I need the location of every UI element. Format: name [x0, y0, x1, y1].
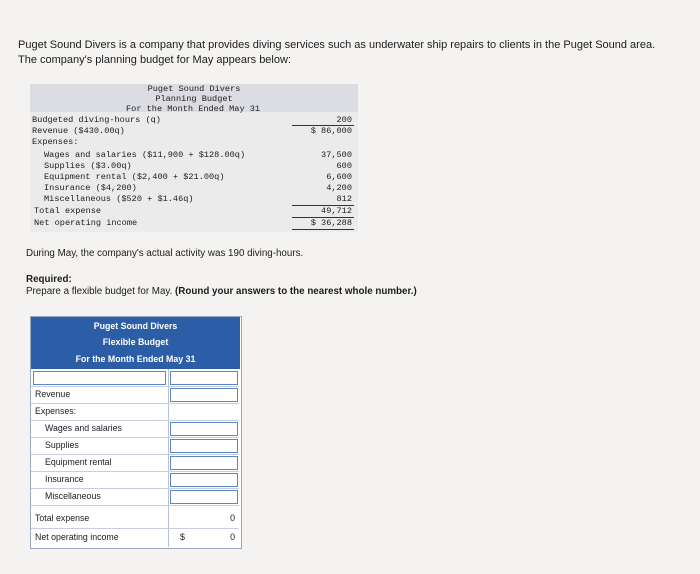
fb-supplies-label: Supplies — [45, 440, 79, 450]
intro-line-1: Puget Sound Divers is a company that provides diving services such as underwater ship repairs to clients in the Puget Sound area. — [18, 39, 656, 51]
pb-row-label: Wages and salaries ($11,900 + $128.00q) — [44, 150, 246, 160]
fb-revenue-row — [31, 387, 239, 404]
fb-misc-row — [31, 489, 239, 506]
supplies-input[interactable] — [170, 439, 238, 453]
insurance-input[interactable] — [170, 473, 238, 487]
pb-row-amount: 812 — [336, 194, 352, 204]
fb-supplies-row — [31, 438, 239, 455]
total-expense-value: 0 — [230, 513, 235, 523]
fb-title-budget: Flexible Budget — [102, 337, 169, 347]
pb-row-amount: 4,200 — [326, 183, 352, 193]
fb-equipment-label: Equipment rental — [45, 457, 112, 467]
pb-row-label: Budgeted diving-hours (q) — [32, 115, 161, 125]
pb-row-label: Net operating income — [34, 218, 138, 228]
fb-total-label: Total expense — [35, 513, 90, 523]
fb-misc-label: Miscellaneous — [45, 491, 101, 501]
fb-title-period: For the Month Ended May 31 — [75, 354, 196, 364]
required-text: Prepare a flexible budget for May. — [26, 286, 173, 297]
fb-title-company: Puget Sound Divers — [93, 321, 178, 331]
fb-total-row — [31, 510, 239, 529]
noi-value: 0 — [230, 532, 235, 542]
fb-activity-row — [31, 369, 239, 387]
pb-row-label: Miscellaneous ($520 + $1.46q) — [44, 194, 194, 204]
pb-title-company: Puget Sound Divers — [147, 84, 241, 94]
fb-noi-label: Net operating income — [35, 532, 119, 542]
fb-insurance-row — [31, 472, 239, 489]
fb-expenses-label: Expenses: — [35, 406, 77, 416]
intro-line-2: The company's planning budget for May appears below: — [18, 54, 291, 66]
miscellaneous-input[interactable] — [170, 490, 238, 504]
wages-input[interactable] — [170, 422, 238, 436]
fb-noi-row — [31, 529, 239, 547]
pb-row-amount: 37,500 — [321, 150, 352, 160]
pb-row-amount: 600 — [336, 161, 352, 171]
flexible-budget-table — [30, 316, 242, 549]
activity-value-input[interactable] — [170, 371, 238, 385]
rounding-note: (Round your answers to the nearest whole number.) — [175, 286, 417, 297]
pb-row-amount: 200 — [336, 115, 352, 125]
pb-row-label: Equipment rental ($2,400 + $21.00q) — [44, 172, 225, 182]
pb-row-amount: 6,600 — [326, 172, 352, 182]
pb-underline — [292, 125, 354, 126]
pb-title-budget: Planning Budget — [155, 94, 233, 104]
pb-row-label: Insurance ($4,200) — [44, 183, 137, 193]
actual-activity-text: During May, the company's actual activity was 190 diving-hours. — [26, 248, 304, 259]
pb-title-period: For the Month Ended May 31 — [126, 104, 261, 114]
fb-wages-row — [31, 421, 239, 438]
fb-revenue-label: Revenue — [35, 389, 71, 399]
pb-row-label: Expenses: — [32, 137, 79, 147]
flexible-budget-header — [31, 317, 240, 369]
pb-row-label: Supplies ($3.00q) — [44, 161, 132, 171]
equipment-rental-input[interactable] — [170, 456, 238, 470]
pb-row-amount: $ 36,288 — [310, 218, 352, 228]
pb-row-amount: $ 86,000 — [310, 126, 352, 136]
pb-row-amount: 49,712 — [321, 206, 352, 216]
noi-currency: $ — [180, 532, 185, 542]
activity-label-input[interactable] — [33, 371, 166, 385]
pb-double-underline — [292, 229, 354, 230]
planning-budget-table — [30, 84, 358, 232]
required-instruction — [26, 285, 417, 298]
required-heading: Required: — [26, 274, 72, 285]
fb-expenses-row — [31, 404, 239, 421]
fb-wages-label: Wages and salaries — [45, 423, 122, 433]
fb-equipment-row — [31, 455, 239, 472]
pb-row-label: Total expense — [34, 206, 102, 216]
problem-intro — [18, 38, 688, 68]
revenue-input[interactable] — [170, 388, 238, 402]
fb-insurance-label: Insurance — [45, 474, 84, 484]
pb-row-label: Revenue ($430.00q) — [32, 126, 125, 136]
